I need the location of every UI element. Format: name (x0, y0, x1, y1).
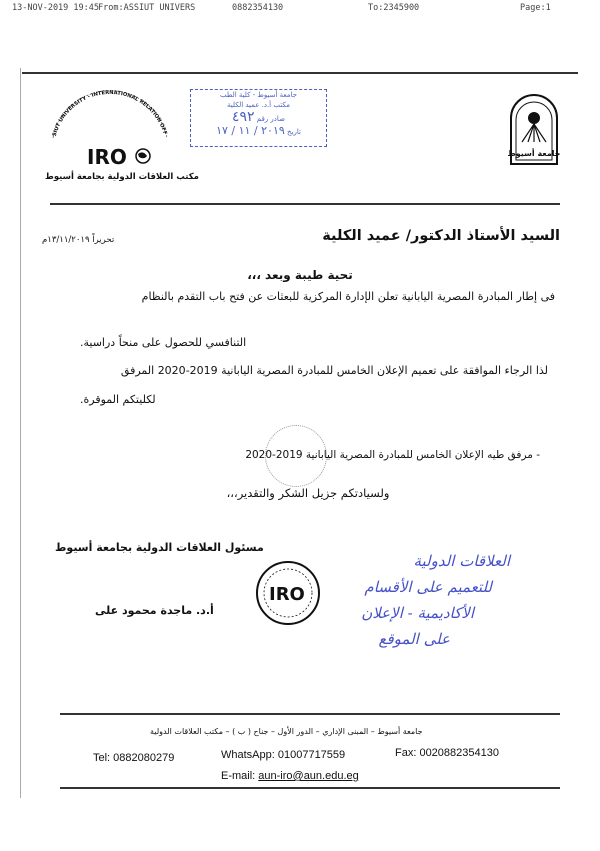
signature-seal (255, 560, 321, 626)
university-logo-text: جامعة أسيوط (508, 149, 560, 158)
handwritten-note-line4: على الموقع (378, 630, 450, 648)
fax-page: Page:1 (520, 3, 551, 13)
paragraph2-line1: لذا الرجاء الموافقة على تعميم الإعلان الخامس للمبادرة المصرية اليابانية 2019-2020 المرفق (120, 364, 548, 377)
fax-from: From:ASSIUT UNIVERS (98, 3, 196, 13)
footer-top-rule (60, 713, 560, 715)
addressee: السيد الأستاذ الدكتور/ عميد الكلية (322, 228, 560, 244)
top-rule (22, 72, 578, 74)
stamp-line1: جامعة أسيوط - كلية الطب (220, 91, 297, 99)
paragraph2-line2-wrap (80, 393, 156, 406)
globe-icon (136, 149, 150, 163)
paragraph1-line2-wrap (80, 336, 246, 349)
attachment-note: - مرفق طيه الإعلان الخامس للمبادرة المصرية اليابانية 2019-2020 (245, 449, 540, 461)
footer-email-row (221, 770, 359, 782)
incoming-stamp (190, 89, 327, 147)
footer-bottom-rule (60, 787, 560, 789)
paragraph1-line2: التنافسي للحصول على منحاً دراسية. (80, 336, 247, 349)
stamp-line3: صادر رقم (256, 115, 285, 123)
iro-logo (45, 78, 175, 168)
iro-ring-text (45, 78, 168, 137)
university-logo (508, 92, 560, 166)
greeting: تحية طيبة وبعد ،،، (247, 268, 353, 282)
fax-datetime: 13-NOV-2019 19:45 (12, 3, 99, 13)
signature-seal-text: IRO (269, 584, 305, 605)
iro-caption: مكتب العلاقات الدولية بجامعة أسيوط (45, 172, 199, 182)
stamp-date-label: تاريخ (287, 128, 301, 136)
handwritten-note-line3: الأكاديمية - الإعلان (361, 604, 474, 622)
header-rule (50, 203, 560, 205)
fax-from-number: 0882354130 (232, 3, 284, 13)
closing: ولسيادتكم جزيل الشكر والتقدير،،، (226, 486, 390, 500)
handwritten-note-line1: العلاقات الدولية (413, 552, 510, 570)
stamp-date: ٢٠١٩ / ١١ / ١٧ (216, 124, 285, 137)
iro-ring-text-path: SIUT UNIVERSITY - INTERNATIONAL RELATION OFF (51, 89, 168, 138)
signature-title: مسئول العلاقات الدولية بجامعة أسيوط (55, 541, 264, 554)
fax-to: To:2345900 (368, 3, 420, 13)
signature-name: أ.د. ماجدة محمود على (95, 604, 214, 617)
paragraph1-line1: فى إطار المبادرة المصرية اليابانية تعلن الإدارة المركزية للبعثات عن فتح باب التقدم بالنظام (141, 290, 555, 303)
footer-fax: Fax: 0020882354130 (395, 747, 499, 759)
handwritten-note-line2: للتعميم على الأقسام (364, 578, 492, 596)
letter-date: تحريراً ١٣/١١/٢٠١٩م (42, 235, 115, 245)
left-border (20, 68, 21, 798)
stamp-line2: مكتب أ.د. عميد الكلية (227, 101, 290, 109)
footer-whatsapp: WhatsApp: 01007717559 (221, 749, 346, 761)
handwritten-note (361, 548, 510, 652)
footer-email-label: E-mail: (221, 770, 259, 782)
footer-tel: Tel: 0882080279 (93, 752, 175, 764)
footer-address: جامعة أسيوط – المبنى الإداري – الدور الأول – جناح ( ب ) – مكتب العلاقات الدولية (150, 727, 423, 736)
paragraph2-line2: لكليتكم الموقرة. (80, 393, 156, 406)
footer-email-link[interactable]: aun-iro@aun.edu.eg (258, 770, 359, 782)
iro-logo-text: IRO (87, 145, 127, 168)
stamp-number: ٤٩٢ (232, 109, 255, 125)
